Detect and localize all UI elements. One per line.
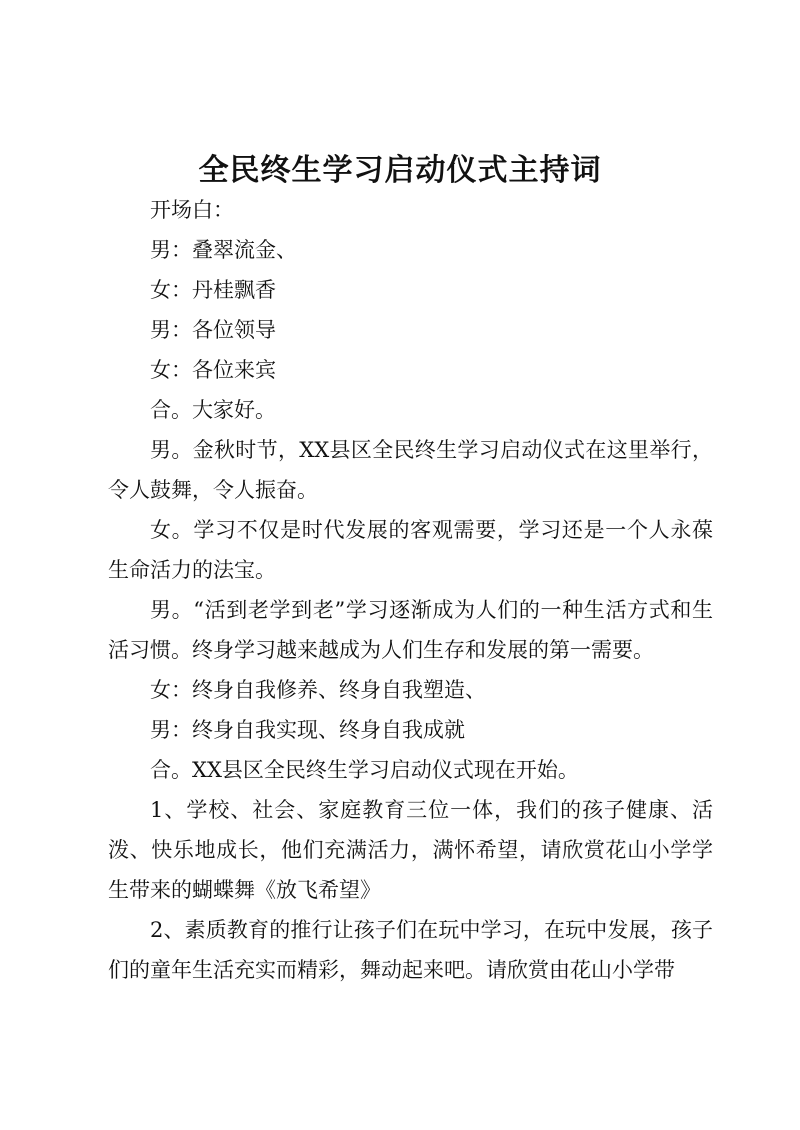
paragraph: 男：叠翠流金、: [150, 238, 297, 262]
paragraph: 男。“活到老学到老”学习逐渐成为人们的一种生活方式和生活习惯。终身学习越来越成为人们生存和发展的第一需要。: [108, 598, 713, 662]
paragraph: 女：丹桂飘香: [150, 278, 276, 302]
paragraph: 1、学校、社会、家庭教育三位一体，我们的孩子健康、活泼、快乐地成长，他们充满活力，满怀希望，请欣赏花山小学学生带来的蝴蝶舞《放飞希望》: [108, 798, 713, 902]
paragraph: 合。XX县区全民终生学习启动仪式现在开始。: [150, 758, 579, 782]
document-title: 全民终生学习启动仪式主持词: [198, 153, 602, 188]
paragraph: 2、素质教育的推行让孩子们在玩中学习，在玩中发展，孩子们的童年生活充实而精彩，舞动起来吧。请欣赏由花山小学带: [108, 918, 713, 982]
paragraph: 开场白：: [150, 198, 234, 222]
document-body: [108, 190, 713, 990]
paragraph: 男：终身自我实现、终身自我成就: [150, 718, 465, 742]
paragraph: 女。学习不仅是时代发展的客观需要，学习还是一个人永葆生命活力的法宝。: [108, 518, 713, 582]
paragraph: 女：各位来宾: [150, 358, 276, 382]
paragraph: 男。金秋时节，XX县区全民终生学习启动仪式在这里举行，令人鼓舞，令人振奋。: [108, 438, 713, 502]
paragraph: 合。大家好。: [150, 398, 276, 422]
paragraph: 男：各位领导: [150, 318, 276, 342]
paragraph: 女：终身自我修养、终身自我塑造、: [150, 678, 486, 702]
